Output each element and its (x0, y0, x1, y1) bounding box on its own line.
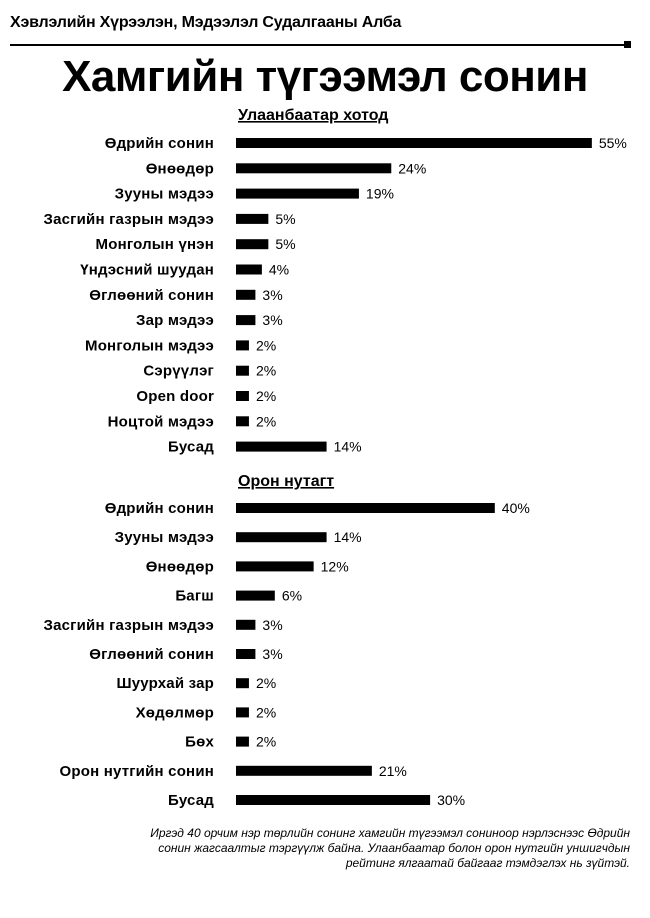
category-label: Монголын үнэн (95, 236, 214, 254)
category-label: Засгийн газрын мэдээ (43, 210, 214, 228)
value-label: 2% (255, 704, 277, 721)
chart-1-title: Улаанбаатар хотод (238, 107, 389, 124)
header-subtitle: Хэвлэлийн Хүрээлэн, Мэдээлэл Судалгааны Алба (10, 14, 402, 31)
category-label: Өглөөний сонин (89, 286, 214, 304)
category-label: Зууны мэдээ (114, 529, 214, 547)
value-label: 2% (255, 388, 277, 404)
bar (236, 290, 255, 300)
value-label: 3% (262, 286, 283, 303)
category-label: Үндэсний шуудан (80, 261, 214, 279)
bar (236, 214, 268, 224)
footnote: Иргэд 40 орчим нэр төрлийн сонинг хамгийн түгээмэл сониноор нэрлэснээс Өдрийн сонин жагсаалтыг тэргүүлж байна. Улаанбаатар болон орон нутгийн уншигчдын рейтинг ялгаатай байгааг тэмдэглэх нь зүйтэй. (150, 826, 630, 870)
chart-2-title: Орон нутагт (238, 473, 335, 490)
category-label: Бусад (168, 438, 214, 456)
value-label: 6% (281, 587, 303, 604)
category-label: Бөх (185, 733, 214, 751)
value-label: 2% (255, 675, 277, 692)
value-label: 55% (598, 135, 627, 151)
value-label: 21% (378, 762, 407, 779)
bar (236, 591, 275, 601)
bar (236, 265, 262, 275)
bar (236, 503, 495, 513)
value-label: 14% (333, 438, 362, 455)
value-label: 2% (255, 362, 277, 379)
bar (236, 416, 249, 426)
value-label: 5% (275, 236, 296, 253)
bar (236, 366, 249, 376)
category-label: Бусад (168, 792, 214, 809)
bar (236, 189, 359, 199)
bar (236, 442, 327, 452)
category-label: Өглөөний сонин (89, 646, 214, 663)
category-label: Ноцтой мэдээ (107, 413, 214, 431)
bar (236, 239, 268, 249)
value-label: 14% (333, 529, 362, 546)
value-label: 5% (275, 210, 296, 227)
bar (236, 561, 314, 571)
value-label: 3% (262, 616, 283, 633)
chart-2 (43, 473, 529, 809)
category-label: Орон нутгийн сонин (59, 762, 214, 780)
category-label: Зууны мэдээ (114, 185, 214, 203)
category-label: Багш (175, 587, 214, 605)
category-label: Өнөөдөр (145, 160, 214, 178)
value-label: 3% (262, 312, 283, 329)
category-label: Өдрийн сонин (104, 500, 214, 517)
bar (236, 766, 372, 776)
bar (236, 678, 249, 688)
category-label: Өнөөдөр (145, 558, 214, 576)
category-label: Open door (136, 388, 214, 405)
category-label: Монголын мэдээ (85, 337, 214, 355)
bar (236, 340, 249, 350)
category-label: Хөдөлмөр (135, 704, 214, 722)
value-label: 2% (255, 413, 277, 430)
value-label: 4% (268, 261, 290, 278)
bar (236, 315, 255, 325)
bar (236, 138, 592, 148)
value-label: 3% (262, 646, 283, 662)
value-label: 30% (437, 792, 466, 808)
main-title: Хамгийн түгээмэл сонин (62, 52, 588, 101)
bar (236, 620, 255, 630)
value-label: 24% (398, 160, 427, 177)
chart-1 (43, 107, 626, 456)
bar (236, 795, 430, 805)
bar (236, 707, 249, 717)
bar (236, 649, 255, 659)
value-label: 2% (255, 733, 277, 750)
value-label: 2% (255, 337, 277, 354)
bar (236, 737, 249, 747)
bar (236, 532, 327, 542)
bar (236, 391, 249, 401)
value-label: 12% (320, 558, 349, 575)
bar (236, 163, 391, 173)
category-label: Шуурхай зар (116, 675, 214, 693)
category-label: Засгийн газрын мэдээ (43, 616, 214, 634)
category-label: Сэрүүлэг (143, 362, 214, 380)
category-label: Зар мэдээ (136, 312, 214, 330)
value-label: 40% (501, 500, 530, 516)
value-label: 19% (365, 185, 394, 202)
category-label: Өдрийн сонин (104, 135, 214, 152)
